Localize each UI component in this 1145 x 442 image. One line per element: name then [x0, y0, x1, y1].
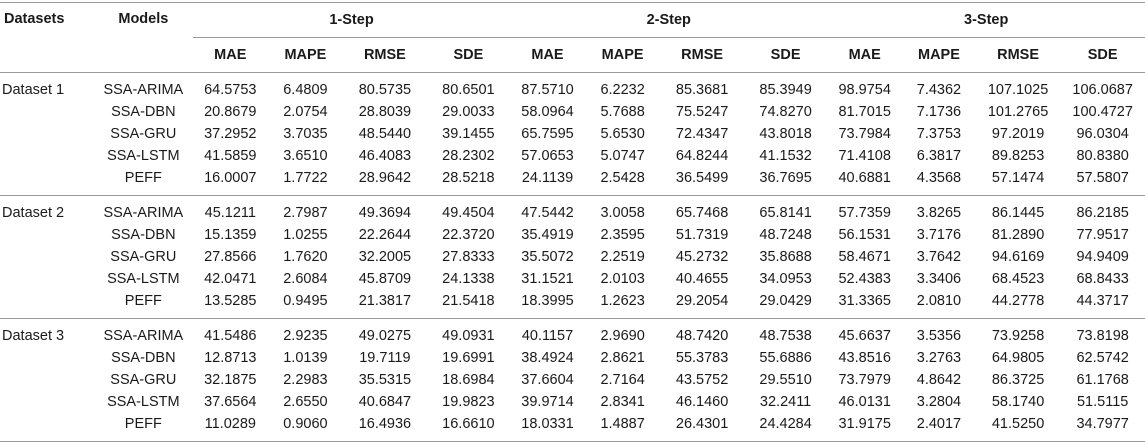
model-name: SSA-LSTM [107, 394, 180, 410]
metric-value: 57.7359 [838, 205, 891, 221]
metric-value: 73.8198 [1076, 328, 1129, 344]
metric-value: 4.8642 [916, 372, 962, 388]
metric-value: 58.1740 [991, 394, 1045, 410]
metric-value: 32.2411 [759, 394, 812, 410]
metric-value: 85.3681 [675, 82, 729, 98]
dataset-name [0, 167, 94, 196]
metric-value: 20.8679 [204, 104, 257, 120]
metric-value: 2.0810 [916, 293, 962, 309]
metric-value: 2.8341 [600, 394, 645, 410]
metric-value: 57.1474 [991, 170, 1045, 186]
header-models: Models [118, 11, 169, 27]
model-name: PEFF [124, 416, 162, 432]
metric-value: 28.2302 [442, 148, 495, 164]
metric-value: 49.0931 [442, 328, 495, 344]
header-step-2: 2-Step [510, 3, 827, 38]
metric-value: 24.1338 [442, 271, 495, 287]
metric-value: 2.0754 [283, 104, 328, 120]
metric-value: 39.9714 [521, 394, 574, 410]
metric-value: 3.3406 [916, 271, 962, 287]
metric-value: 43.8018 [759, 126, 812, 142]
metric-value: 65.8141 [759, 205, 812, 221]
metric-value: 3.5356 [916, 328, 962, 344]
metric-value: 3.7176 [916, 227, 962, 243]
header-step-1: 1-Step [193, 3, 510, 38]
metric-value: 46.4083 [358, 148, 412, 164]
metric-value: 41.5250 [991, 416, 1045, 432]
metric-value: 64.8244 [675, 148, 729, 164]
metric-value: 2.2519 [600, 249, 645, 265]
header-metric: MAPE [917, 47, 960, 63]
metric-value: 22.2644 [358, 227, 412, 243]
metric-value: 3.2763 [916, 350, 962, 366]
model-name: SSA-LSTM [107, 148, 180, 164]
metric-value: 34.0953 [759, 271, 812, 287]
metric-value: 2.5428 [600, 170, 645, 186]
table-row [0, 268, 1145, 290]
metric-value: 28.5218 [442, 170, 495, 186]
dataset-name [0, 347, 94, 369]
dataset-name [0, 145, 94, 167]
metric-value: 87.5710 [521, 82, 574, 98]
header-datasets: Datasets [4, 11, 65, 27]
metric-value: 52.4383 [838, 271, 891, 287]
metric-value: 2.7164 [600, 372, 645, 388]
metric-value: 3.0058 [600, 205, 645, 221]
table-header [0, 3, 1145, 73]
metric-value: 2.6550 [283, 394, 328, 410]
metric-value: 58.0964 [521, 104, 574, 120]
metric-value: 35.5072 [521, 249, 574, 265]
metric-value: 19.9823 [442, 394, 495, 410]
metric-value: 49.3694 [358, 205, 412, 221]
metric-value: 73.9258 [991, 328, 1045, 344]
metric-value: 49.4504 [442, 205, 495, 221]
model-name: SSA-GRU [110, 372, 177, 388]
metric-value: 40.1157 [521, 328, 574, 344]
metric-value: 7.4362 [916, 82, 962, 98]
table-row [0, 196, 1145, 225]
table-row [0, 101, 1145, 123]
metric-value: 27.8333 [442, 249, 495, 265]
model-name: SSA-DBN [111, 227, 176, 243]
metric-value: 61.1768 [1076, 372, 1129, 388]
metric-value: 24.4284 [759, 416, 812, 432]
metric-value: 2.9235 [283, 328, 328, 344]
metric-value: 37.2952 [204, 126, 257, 142]
metric-value: 94.9409 [1076, 249, 1129, 265]
header-metric: MAPE [601, 47, 644, 63]
dataset-name [0, 290, 94, 319]
metric-value: 57.0653 [521, 148, 574, 164]
metric-value: 35.4919 [521, 227, 574, 243]
metric-value: 37.6604 [521, 372, 574, 388]
header-metric: MAE [531, 47, 564, 63]
metric-value: 101.2765 [987, 104, 1049, 120]
header-metric: SDE [1087, 47, 1118, 63]
table-row [0, 413, 1145, 442]
metric-value: 32.1875 [204, 372, 257, 388]
model-name: SSA-ARIMA [103, 205, 184, 221]
metric-value: 13.5285 [204, 293, 257, 309]
metric-value: 28.9642 [358, 170, 412, 186]
table-row [0, 123, 1145, 145]
metric-value: 21.5418 [442, 293, 495, 309]
metric-value: 5.6530 [600, 126, 645, 142]
metric-value: 35.5315 [358, 372, 412, 388]
table-row [0, 73, 1145, 102]
metric-value: 94.6169 [991, 249, 1045, 265]
metric-value: 58.4671 [838, 249, 891, 265]
metric-value: 1.0255 [283, 227, 328, 243]
metric-value: 73.7984 [838, 126, 891, 142]
metric-value: 2.9690 [600, 328, 645, 344]
metric-value: 41.5486 [204, 328, 257, 344]
table-row [0, 246, 1145, 268]
metric-value: 12.8713 [204, 350, 257, 366]
table-row [0, 145, 1145, 167]
metric-value: 98.9754 [838, 82, 891, 98]
metric-value: 45.1211 [204, 205, 256, 221]
metric-value: 18.6984 [442, 372, 495, 388]
metric-value: 18.3995 [521, 293, 574, 309]
metric-value: 86.2185 [1076, 205, 1129, 221]
metric-value: 31.3365 [838, 293, 891, 309]
metric-value: 19.7119 [359, 350, 411, 366]
header-metric: MAE [214, 47, 247, 63]
header-metric: SDE [770, 47, 801, 63]
metric-value: 2.8621 [600, 350, 645, 366]
metric-value: 0.9060 [283, 416, 328, 432]
header-metric: RMSE [997, 47, 1040, 63]
metric-value: 3.6510 [283, 148, 328, 164]
metric-value: 1.7620 [283, 249, 328, 265]
metric-value: 16.0007 [204, 170, 257, 186]
metric-value: 27.8566 [204, 249, 257, 265]
metric-value: 80.8380 [1076, 148, 1129, 164]
metric-value: 106.0687 [1072, 82, 1133, 98]
metric-value: 3.2804 [916, 394, 962, 410]
metric-value: 2.2983 [283, 372, 328, 388]
metric-value: 68.4523 [991, 271, 1045, 287]
metric-value: 45.8709 [358, 271, 412, 287]
metric-value: 96.0304 [1076, 126, 1129, 142]
metric-value: 28.8039 [358, 104, 412, 120]
model-name: SSA-ARIMA [103, 82, 184, 98]
metric-value: 64.9805 [991, 350, 1045, 366]
metric-value: 81.7015 [838, 104, 891, 120]
dataset-group [0, 73, 1145, 196]
dataset-group [0, 319, 1145, 442]
metric-value: 29.0033 [442, 104, 495, 120]
metric-value: 1.0139 [283, 350, 328, 366]
metric-value: 0.9495 [283, 293, 328, 309]
metric-value: 47.5442 [521, 205, 574, 221]
table-row [0, 167, 1145, 196]
metric-value: 51.5115 [1076, 394, 1129, 410]
metric-value: 46.1460 [675, 394, 729, 410]
metric-value: 85.3949 [759, 82, 812, 98]
header-metric: RMSE [681, 47, 724, 63]
table-row [0, 290, 1145, 319]
metric-value: 73.7979 [838, 372, 891, 388]
dataset-name [0, 413, 94, 442]
metric-value: 43.8516 [838, 350, 891, 366]
metric-value: 86.3725 [991, 372, 1045, 388]
model-name: SSA-ARIMA [103, 328, 184, 344]
metric-value: 31.1521 [521, 271, 574, 287]
table-row [0, 347, 1145, 369]
metric-value: 6.2232 [600, 82, 645, 98]
dataset-name: Dataset 2 [2, 205, 65, 221]
metric-value: 19.6991 [442, 350, 495, 366]
metric-value: 80.6501 [442, 82, 495, 98]
header-metric: MAE [848, 47, 881, 63]
metric-value: 57.5807 [1076, 170, 1129, 186]
metric-value: 6.4809 [283, 82, 328, 98]
metric-value: 39.1455 [442, 126, 495, 142]
metric-value: 46.0131 [838, 394, 891, 410]
metric-value: 40.4655 [675, 271, 729, 287]
metric-value: 62.5742 [1076, 350, 1129, 366]
dataset-name [0, 268, 94, 290]
metric-value: 6.3817 [916, 148, 962, 164]
header-metric: RMSE [363, 47, 406, 63]
metric-value: 26.4301 [675, 416, 729, 432]
metric-value: 48.7538 [759, 328, 812, 344]
metric-value: 2.7987 [283, 205, 328, 221]
metric-value: 49.0275 [358, 328, 412, 344]
metric-value: 43.5752 [675, 372, 729, 388]
metric-value: 45.2732 [675, 249, 729, 265]
metric-value: 48.7420 [675, 328, 729, 344]
model-name: SSA-LSTM [107, 271, 180, 287]
metric-value: 4.3568 [916, 170, 962, 186]
metric-value: 75.5247 [675, 104, 729, 120]
dataset-name: Dataset 3 [2, 328, 65, 344]
table-row [0, 319, 1145, 348]
metric-value: 18.0331 [521, 416, 574, 432]
metric-value: 2.3595 [600, 227, 645, 243]
metric-value: 1.4887 [600, 416, 645, 432]
metric-value: 34.7977 [1076, 416, 1129, 432]
metric-value: 42.0471 [204, 271, 257, 287]
header-metric: MAPE [284, 47, 327, 63]
dataset-name [0, 391, 94, 413]
metric-value: 74.8270 [759, 104, 812, 120]
metric-value: 2.0103 [600, 271, 645, 287]
metric-value: 1.7722 [283, 170, 328, 186]
model-name: SSA-GRU [110, 126, 177, 142]
metric-value: 68.8433 [1076, 271, 1129, 287]
dataset-group [0, 196, 1145, 319]
metric-value: 32.2005 [358, 249, 412, 265]
metric-value: 107.1025 [987, 82, 1049, 98]
metric-value: 77.9517 [1076, 227, 1129, 243]
metric-value: 44.2778 [991, 293, 1045, 309]
metric-value: 21.3817 [358, 293, 412, 309]
metric-value: 15.1359 [204, 227, 257, 243]
metric-value: 36.5499 [675, 170, 729, 186]
metric-value: 56.1531 [838, 227, 891, 243]
metric-value: 38.4924 [521, 350, 574, 366]
model-name: SSA-DBN [111, 350, 176, 366]
metric-value: 22.3720 [442, 227, 495, 243]
dataset-name [0, 224, 94, 246]
header-step-3: 3-Step [827, 3, 1145, 38]
metric-value: 55.6886 [759, 350, 812, 366]
model-name: PEFF [124, 293, 162, 309]
dataset-name [0, 123, 94, 145]
model-name: PEFF [124, 170, 162, 186]
table-row [0, 369, 1145, 391]
metric-value: 24.1139 [521, 170, 574, 186]
table-row [0, 224, 1145, 246]
metric-value: 71.4108 [838, 148, 891, 164]
metric-value: 65.7595 [521, 126, 574, 142]
metric-value: 65.7468 [675, 205, 729, 221]
metric-value: 3.7035 [283, 126, 328, 142]
results-table [0, 2, 1145, 442]
metric-value: 29.5510 [759, 372, 812, 388]
metric-value: 5.7688 [600, 104, 645, 120]
metric-value: 35.8688 [759, 249, 812, 265]
metric-value: 44.3717 [1076, 293, 1129, 309]
model-name: SSA-GRU [110, 249, 177, 265]
metric-value: 31.9175 [838, 416, 891, 432]
metric-value: 36.7695 [759, 170, 812, 186]
metric-value: 97.2019 [991, 126, 1045, 142]
metric-value: 100.4727 [1072, 104, 1133, 120]
metric-value: 7.1736 [916, 104, 962, 120]
metric-value: 72.4347 [675, 126, 729, 142]
header-row-steps [0, 3, 1145, 38]
metric-value: 2.6084 [283, 271, 328, 287]
metric-value: 45.6637 [838, 328, 891, 344]
metric-value: 29.2054 [675, 293, 729, 309]
metric-value: 16.4936 [358, 416, 412, 432]
metric-value: 5.0747 [600, 148, 645, 164]
metric-value: 51.7319 [675, 227, 729, 243]
metric-value: 89.8253 [991, 148, 1045, 164]
dataset-name [0, 369, 94, 391]
dataset-name [0, 101, 94, 123]
metric-value: 48.7248 [759, 227, 812, 243]
model-name: SSA-DBN [111, 104, 176, 120]
metric-value: 3.7642 [916, 249, 962, 265]
metric-value: 37.6564 [204, 394, 257, 410]
metric-value: 40.6847 [358, 394, 412, 410]
metric-value: 11.0289 [204, 416, 256, 432]
metric-value: 55.3783 [675, 350, 729, 366]
metric-value: 81.2890 [991, 227, 1045, 243]
metric-value: 1.2623 [600, 293, 645, 309]
metric-value: 7.3753 [916, 126, 962, 142]
table-row [0, 391, 1145, 413]
dataset-name: Dataset 1 [2, 82, 65, 98]
metric-value: 3.8265 [916, 205, 962, 221]
metric-value: 41.1532 [759, 148, 812, 164]
metric-value: 48.5440 [358, 126, 412, 142]
metric-value: 86.1445 [991, 205, 1045, 221]
metric-value: 80.5735 [358, 82, 412, 98]
metric-value: 16.6610 [442, 416, 495, 432]
metric-value: 29.0429 [759, 293, 812, 309]
metric-value: 40.6881 [838, 170, 891, 186]
metric-value: 2.4017 [916, 416, 962, 432]
metric-value: 64.5753 [204, 82, 257, 98]
metric-value: 41.5859 [204, 148, 257, 164]
dataset-name [0, 246, 94, 268]
header-metric: SDE [453, 47, 484, 63]
